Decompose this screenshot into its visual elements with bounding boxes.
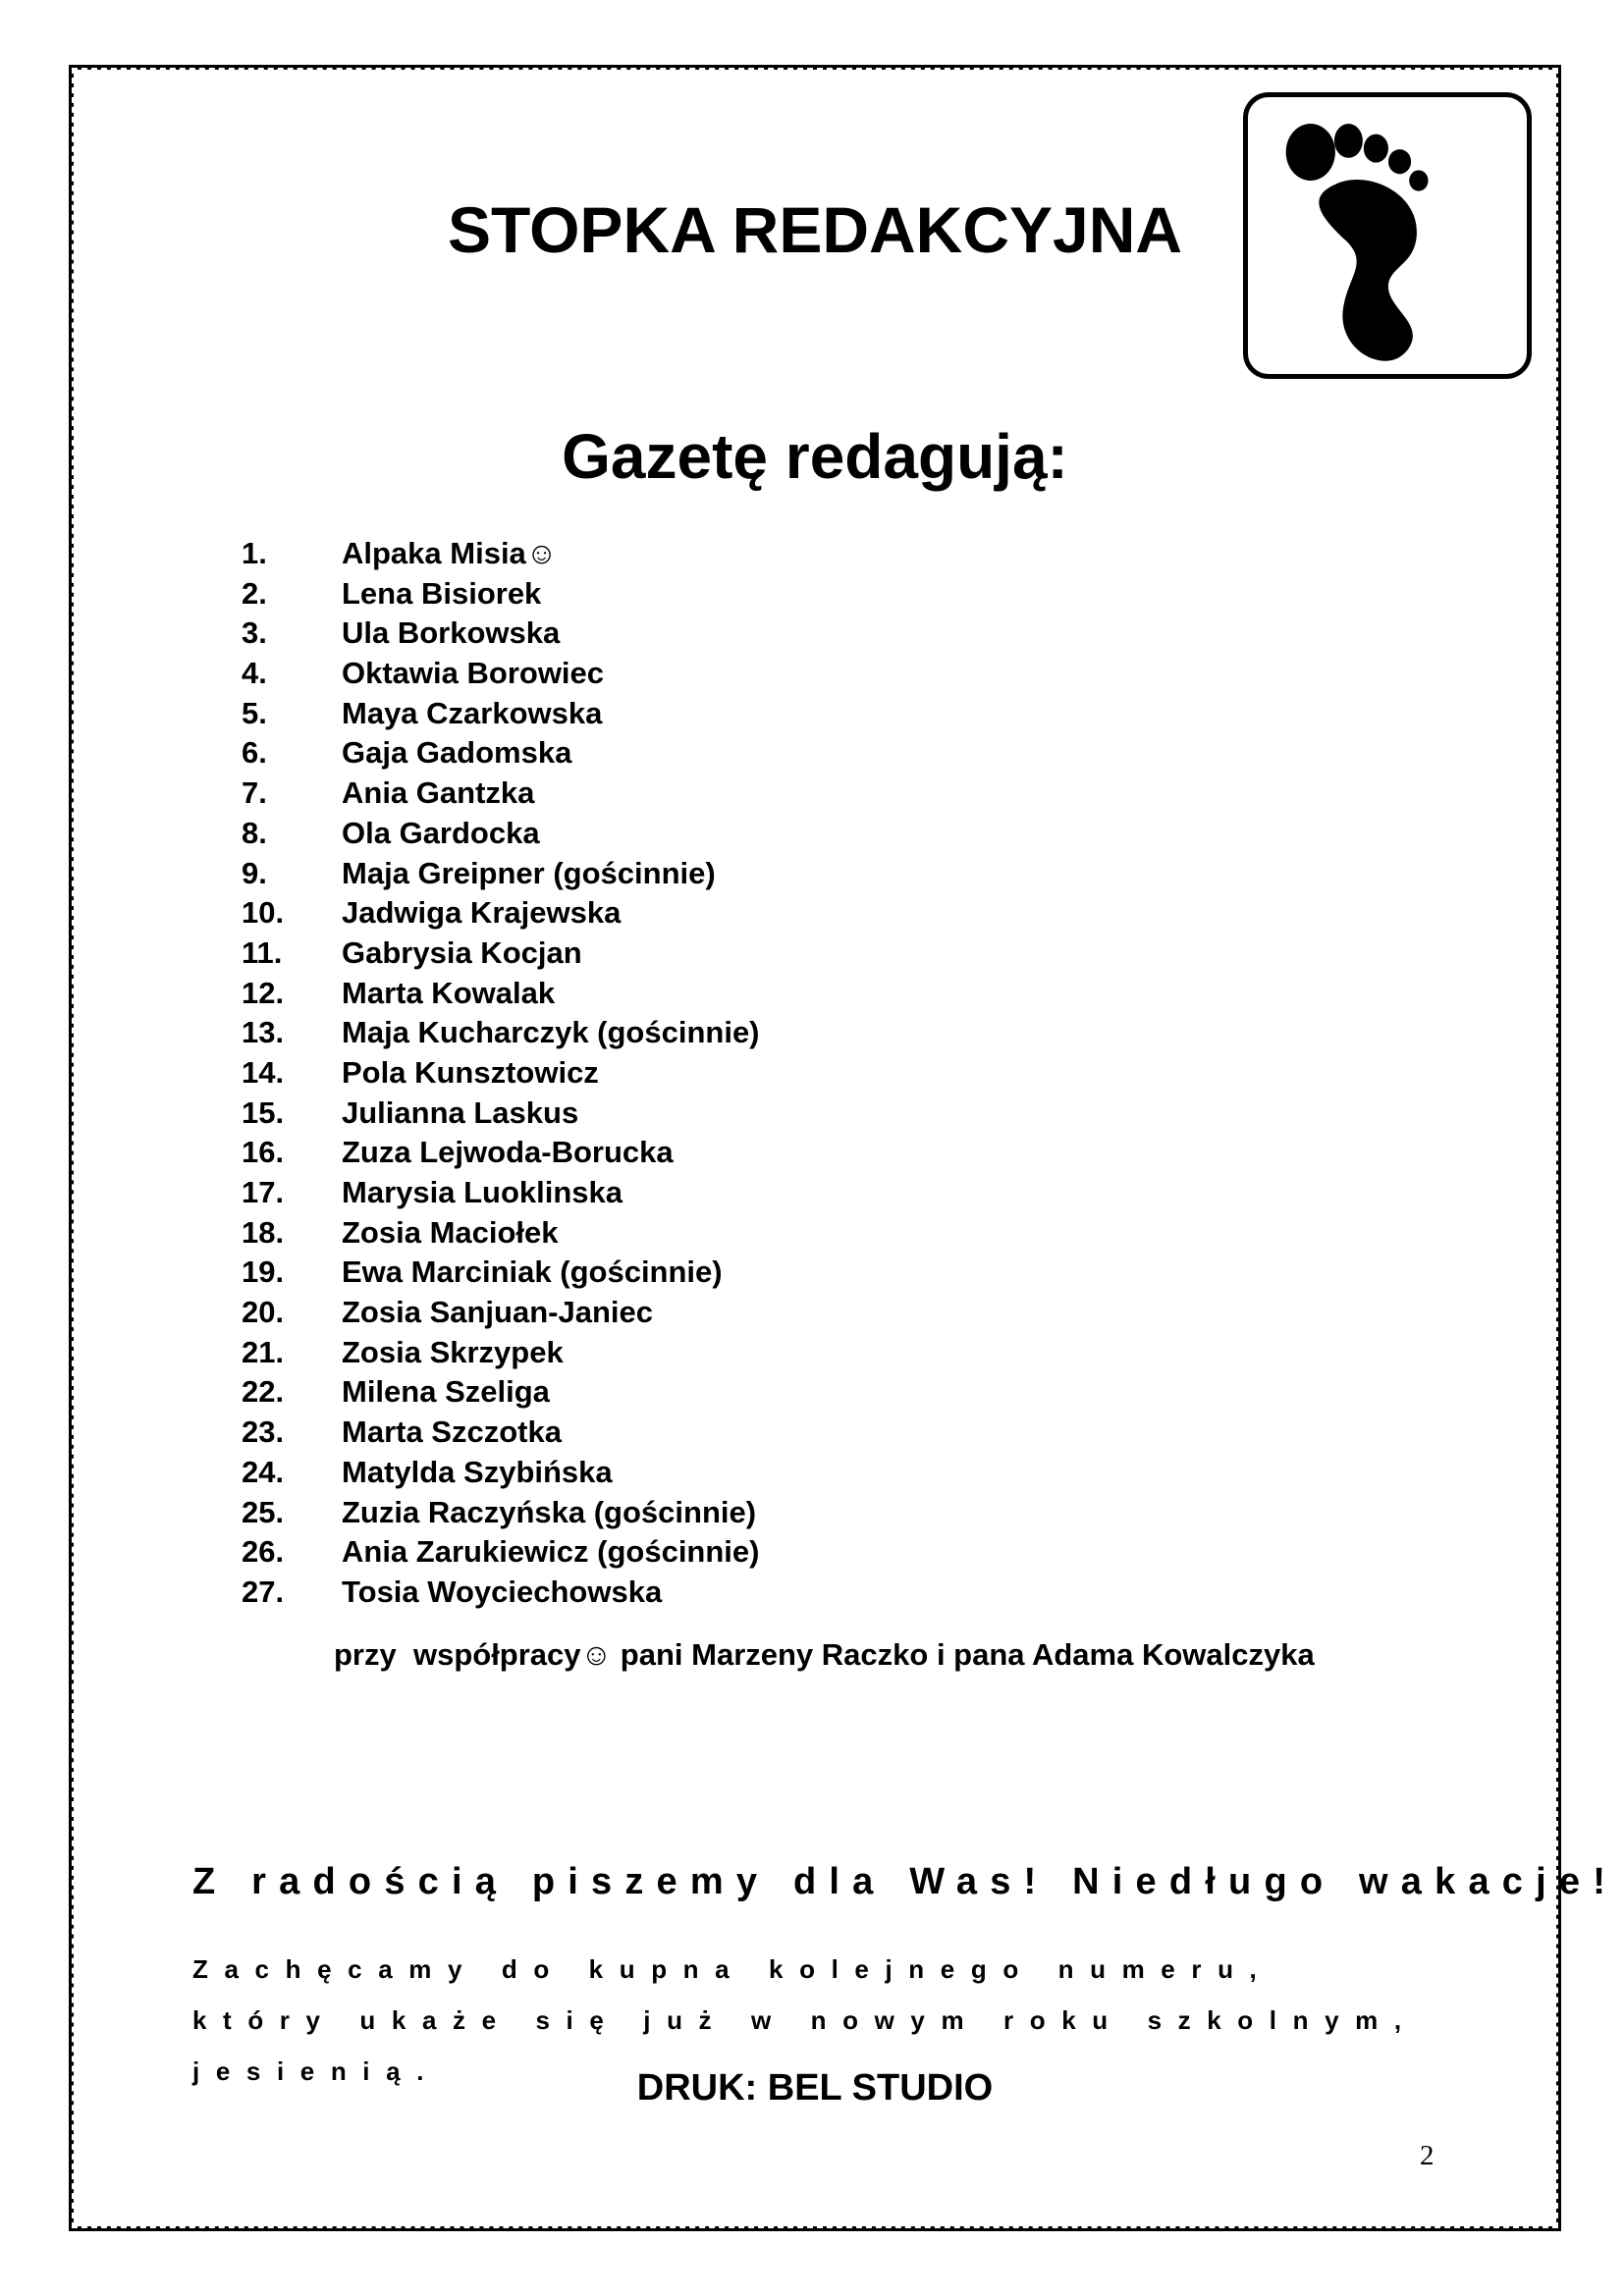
list-item-number: 17.	[242, 1175, 285, 1209]
list-item-number: 9.	[242, 855, 267, 890]
list-item-number: 7.	[242, 775, 267, 811]
list-item-number: 21.	[242, 1334, 285, 1369]
list-item	[242, 534, 760, 574]
list-item-number: 10.	[242, 895, 285, 931]
list-item-number: 5.	[242, 695, 267, 730]
list-item-name: Julianna Laskus	[342, 1095, 579, 1130]
list-item-name: Marysia Luoklinska	[342, 1175, 623, 1209]
list-item-number: 6.	[242, 735, 267, 771]
list-item-name: Alpaka Misia☺	[342, 536, 558, 570]
list-item-number: 19.	[242, 1255, 285, 1290]
list-item-name: Zuzia Raczyńska (gościnnie)	[342, 1494, 757, 1529]
list-item	[242, 1333, 760, 1373]
list-item-number: 24.	[242, 1454, 285, 1489]
list-item-number: 3.	[242, 615, 267, 651]
editors-list	[242, 534, 760, 1613]
list-item-name: Maja Greipner (gościnnie)	[342, 855, 716, 890]
footprint-icon	[1248, 97, 1527, 374]
cooperation-note: przy współpracy☺ pani Marzeny Raczko i pana Adama Kowalczyka	[334, 1637, 1315, 1672]
list-item	[242, 934, 760, 974]
list-item-name: Zosia Maciołek	[342, 1214, 559, 1250]
list-item	[242, 1173, 760, 1213]
list-item	[242, 814, 760, 854]
list-item	[242, 1532, 760, 1573]
list-item-name: Ula Borkowska	[342, 615, 561, 651]
list-item	[242, 1372, 760, 1413]
list-item-name: Maja Kucharczyk (gościnnie)	[342, 1015, 760, 1050]
list-item	[242, 1493, 760, 1533]
list-item-name: Ania Gantzka	[342, 775, 535, 811]
list-item	[242, 1453, 760, 1493]
list-item-name: Gabrysia Kocjan	[342, 934, 582, 970]
list-item-name: Zuza Lejwoda-Borucka	[342, 1135, 674, 1170]
list-item-number: 15.	[242, 1095, 285, 1130]
list-item-name: Maya Czarkowska	[342, 695, 603, 730]
list-item-name: Matylda Szybińska	[342, 1454, 613, 1489]
list-item-name: Lena Bisiorek	[342, 575, 542, 611]
list-item	[242, 1213, 760, 1254]
list-item	[242, 1133, 760, 1173]
list-item-number: 12.	[242, 975, 285, 1010]
list-item-number: 27.	[242, 1574, 285, 1609]
footprint-logo	[1243, 92, 1532, 379]
list-item-number: 2.	[242, 575, 267, 611]
list-item-number: 1.	[242, 536, 267, 570]
list-item-name: Ewa Marciniak (gościnnie)	[342, 1255, 723, 1290]
page-title: STOPKA REDAKCYJNA	[447, 193, 1183, 266]
list-item-number: 14.	[242, 1054, 285, 1090]
list-item	[242, 1013, 760, 1053]
list-item	[242, 774, 760, 814]
list-item-name: Zosia Skrzypek	[342, 1334, 564, 1369]
list-item	[242, 1094, 760, 1134]
list-item-name: Ola Gardocka	[342, 815, 540, 850]
list-item-number: 4.	[242, 656, 267, 691]
list-item-name: Oktawia Borowiec	[342, 656, 605, 691]
list-item	[242, 614, 760, 654]
list-item-number: 25.	[242, 1494, 285, 1529]
list-item-number: 20.	[242, 1295, 285, 1330]
list-item-number: 18.	[242, 1214, 285, 1250]
list-item-name: Jadwiga Krajewska	[342, 895, 622, 931]
list-item	[242, 854, 760, 894]
list-item	[242, 1413, 760, 1453]
list-item-number: 26.	[242, 1534, 285, 1570]
list-item-number: 8.	[242, 815, 267, 850]
list-item	[242, 1573, 760, 1613]
list-item-name: Ania Zarukiewicz (gościnnie)	[342, 1534, 760, 1570]
list-item-name: Tosia Woyciechowska	[342, 1574, 663, 1609]
list-item-number: 23.	[242, 1415, 285, 1450]
list-item	[242, 654, 760, 694]
list-item-name: Marta Kowalak	[342, 975, 556, 1010]
list-item-name: Marta Szczotka	[342, 1415, 562, 1450]
printer-credit: DRUK: BEL STUDIO	[636, 2067, 994, 2109]
list-item-number: 16.	[242, 1135, 285, 1170]
list-item	[242, 1053, 760, 1094]
editors-heading: Gazetę redagują:	[562, 421, 1068, 492]
list-item	[242, 574, 760, 614]
list-item-name: Gaja Gadomska	[342, 735, 572, 771]
list-item-number: 11.	[242, 934, 283, 970]
list-item	[242, 974, 760, 1014]
list-item	[242, 1293, 760, 1333]
list-item-number: 13.	[242, 1015, 285, 1050]
list-item-name: Milena Szeliga	[342, 1374, 550, 1410]
list-item-name: Pola Kunsztowicz	[342, 1054, 599, 1090]
list-item	[242, 733, 760, 774]
list-item-name: Zosia Sanjuan-Janiec	[342, 1295, 653, 1330]
list-item	[242, 893, 760, 934]
list-item-number: 22.	[242, 1374, 285, 1410]
list-item	[242, 694, 760, 734]
slogan: Z radością piszemy dla Was! Niedługo wakacje!	[192, 1861, 1619, 1902]
page-number: 2	[1420, 2140, 1435, 2171]
invitation-text: Zachęcamy do kupna kolejnego numeru, który ukaże się już w nowym roku szkolnym, jesienią.	[192, 1954, 1418, 2086]
list-item	[242, 1253, 760, 1293]
